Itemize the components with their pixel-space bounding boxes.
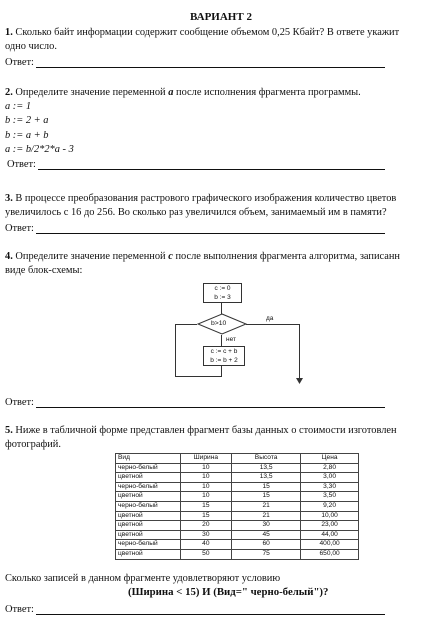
data-table — [115, 453, 359, 560]
cell-price: 400,00 — [301, 540, 359, 550]
column-header: Вид — [116, 454, 181, 464]
cell-price: 3,00 — [301, 473, 359, 483]
flow-connector — [299, 324, 300, 380]
flow-connector — [221, 366, 222, 376]
variable-name: a — [168, 87, 174, 98]
table-row — [116, 549, 359, 559]
cell-height: 21 — [232, 501, 301, 511]
flow-connector — [175, 324, 197, 325]
flow-init-line: c := 0 — [214, 285, 231, 292]
cell-width: 10 — [180, 492, 231, 502]
cell-height: 21 — [232, 511, 301, 521]
flow-connector — [175, 376, 222, 377]
flow-body-box — [203, 346, 245, 366]
answer-label: Ответ: — [7, 159, 36, 170]
cell-width: 10 — [180, 463, 231, 473]
variable-name: c — [168, 251, 173, 262]
flow-body-line: b := b + 2 — [210, 357, 238, 364]
cell-type: цветной — [116, 530, 181, 540]
question-number: 3. — [5, 193, 13, 204]
cell-price: 10,00 — [301, 511, 359, 521]
question-2 — [5, 86, 361, 99]
question-text: В процессе преобразования растрового графического изображения количество цветов — [15, 193, 397, 204]
question-text-cont: фотографий. — [5, 439, 61, 450]
cell-type: черно-белый — [116, 463, 181, 473]
question-number: 4. — [5, 251, 13, 262]
table-row — [116, 492, 359, 502]
question-text-end: после исполнения фрагмента программы. — [176, 87, 361, 98]
column-header: Цена — [301, 454, 359, 464]
table-row — [116, 511, 359, 521]
question-text-followup: Сколько записей в данном фрагменте удовлетворяют условию — [5, 573, 281, 584]
question-text: Определите значение переменной — [15, 251, 166, 262]
cell-type: цветной — [116, 473, 181, 483]
cell-width: 40 — [180, 540, 231, 550]
cell-height: 45 — [232, 530, 301, 540]
table-row — [116, 540, 359, 550]
table-header-row — [116, 454, 359, 464]
cell-price: 3,30 — [301, 482, 359, 492]
cell-price: 44,00 — [301, 530, 359, 540]
arrow-down-icon — [296, 378, 303, 384]
table-row — [116, 530, 359, 540]
question-number: 2. — [5, 87, 13, 98]
answer-line[interactable] — [36, 67, 385, 68]
question-number: 5. — [5, 425, 13, 436]
cell-width: 30 — [180, 530, 231, 540]
cell-price: 23,00 — [301, 521, 359, 531]
flow-init-box — [203, 283, 242, 303]
cell-height: 15 — [232, 492, 301, 502]
answer-line[interactable] — [36, 233, 385, 234]
cell-width: 10 — [180, 473, 231, 483]
cell-height: 13,5 — [232, 473, 301, 483]
code-line: a := 1 — [5, 101, 32, 112]
answer-label: Ответ: — [5, 604, 34, 615]
cell-height: 15 — [232, 482, 301, 492]
cell-type: цветной — [116, 511, 181, 521]
cell-width: 20 — [180, 521, 231, 531]
cell-price: 3,50 — [301, 492, 359, 502]
page-title: ВАРИАНТ 2 — [190, 11, 252, 23]
answer-label: Ответ: — [5, 223, 34, 234]
table-row — [116, 501, 359, 511]
code-line: b := a + b — [5, 130, 49, 141]
flow-yes-label: да — [266, 315, 274, 322]
question-text: Ниже в табличной форме представлен фрагмент базы данных о стоимости изготовлен — [15, 425, 397, 436]
answer-line[interactable] — [36, 614, 385, 615]
question-text: Сколько байт информации содержит сообщение объемом 0,25 Кбайт? В ответе укажит — [15, 27, 400, 38]
table-row — [116, 473, 359, 483]
flow-condition-label: b>10 — [211, 320, 227, 327]
cell-type: цветной — [116, 521, 181, 531]
flow-connector — [175, 324, 176, 377]
code-line: b := 2 + a — [5, 115, 49, 126]
question-4 — [5, 250, 400, 263]
column-header: Высота — [232, 454, 301, 464]
cell-type: черно-белый — [116, 540, 181, 550]
answer-line[interactable] — [36, 407, 385, 408]
question-number: 1. — [5, 27, 13, 38]
cell-height: 13,5 — [232, 463, 301, 473]
cell-price: 9,20 — [301, 501, 359, 511]
cell-type: черно-белый — [116, 501, 181, 511]
flow-init-line: b := 3 — [214, 294, 231, 301]
flow-connector — [246, 324, 300, 325]
answer-line[interactable] — [38, 169, 385, 170]
cell-type: цветной — [116, 492, 181, 502]
cell-width: 15 — [180, 511, 231, 521]
question-text-cont: виде блок-схемы: — [5, 265, 83, 276]
cell-height: 60 — [232, 540, 301, 550]
table-row — [116, 463, 359, 473]
question-5 — [5, 424, 397, 437]
table-row — [116, 521, 359, 531]
cell-price: 2,80 — [301, 463, 359, 473]
flow-no-label: нет — [226, 336, 236, 343]
cell-type: цветной — [116, 549, 181, 559]
flow-body-line: c := c + b — [210, 348, 238, 355]
cell-height: 30 — [232, 521, 301, 531]
answer-label: Ответ: — [5, 57, 34, 68]
question-condition: (Ширина < 15) И (Вид=" черно-белый")? — [128, 586, 329, 598]
code-line: a := b/2*2*a - 3 — [5, 144, 74, 155]
table-row — [116, 482, 359, 492]
cell-width: 50 — [180, 549, 231, 559]
question-text: Определите значение переменной — [15, 87, 166, 98]
question-text-end: после выполнения фрагмента алгоритма, записанн — [175, 251, 400, 262]
cell-width: 15 — [180, 501, 231, 511]
question-text-cont: увеличилось с 16 до 256. Во сколько раз увеличился объем, занимаемый им в памяти? — [5, 207, 387, 218]
question-3 — [5, 192, 396, 205]
question-text-cont: одно число. — [5, 41, 57, 52]
question-1 — [5, 26, 399, 39]
column-header: Ширина — [180, 454, 231, 464]
cell-height: 75 — [232, 549, 301, 559]
cell-type: черно-белый — [116, 482, 181, 492]
cell-price: 650,00 — [301, 549, 359, 559]
answer-label: Ответ: — [5, 397, 34, 408]
cell-width: 10 — [180, 482, 231, 492]
